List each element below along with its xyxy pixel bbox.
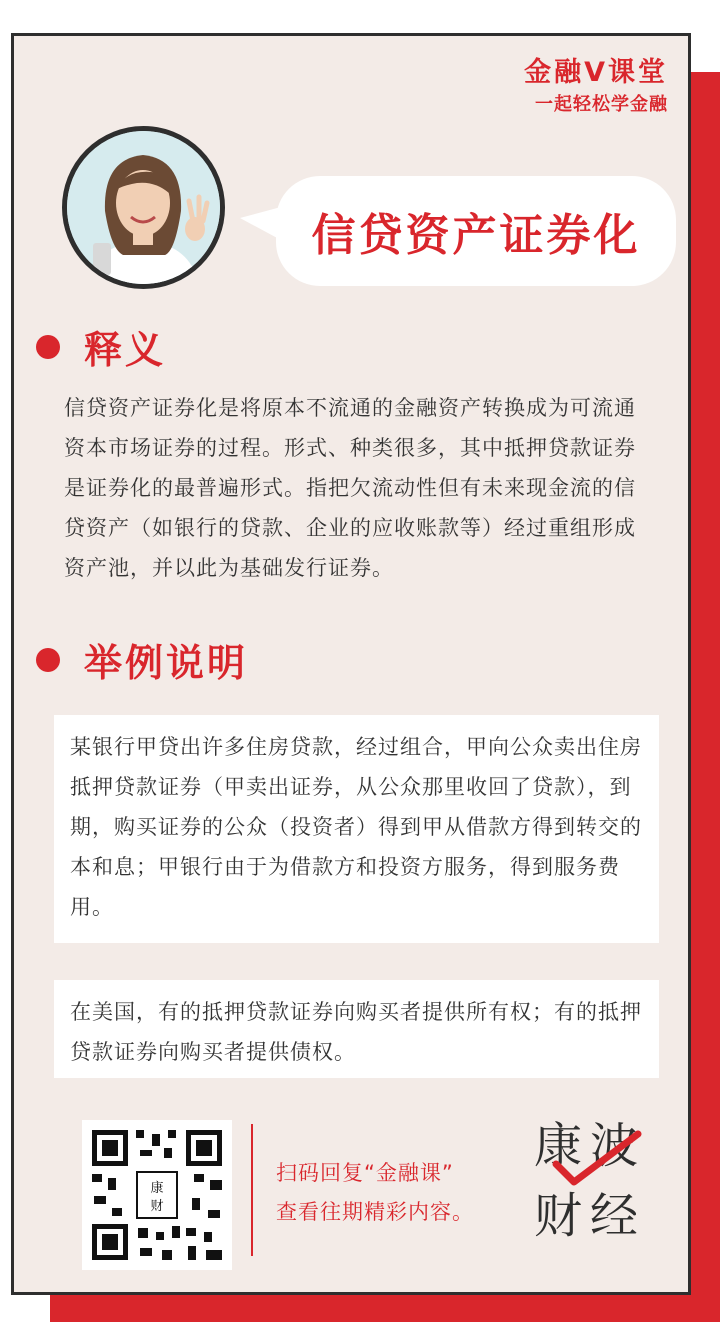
scan-instruction-2: 查看往期精彩内容。 — [276, 1200, 474, 1224]
topic-title: 信贷资产证券化 — [311, 210, 641, 261]
footer-divider — [251, 1124, 253, 1256]
lesson-card — [11, 33, 691, 1295]
example-box-2 — [54, 980, 659, 1078]
kangbo-finance-logo — [534, 1118, 654, 1268]
definition-body: 信贷资产证券化是将原本不流通的金融资产转换成为可流通资本市场证券的过程。形式、种类很多，其中抵押贷款证券是证券化的最普遍形式。指把欠流动性但有未来现金流的信贷资产（如银行的贷款、企业的应收账款等）经过重组形成资产池，并以此为基础发行证券。 — [64, 396, 636, 580]
example-2-text: 在美国，有的抵押贷款证券向购买者提供所有权；有的抵押贷款证券向购买者提供债权。 — [70, 1000, 642, 1064]
bullet-dot-icon — [36, 335, 60, 359]
example-box-1 — [54, 715, 659, 943]
qr-code-icon — [82, 1120, 232, 1270]
checkmark-icon — [534, 1118, 654, 1268]
logo-char-kang: 康 — [534, 1118, 583, 1174]
logo-char-cai: 财 — [534, 1188, 583, 1244]
presenter-avatar — [62, 126, 225, 289]
definition-heading-text: 释义 — [84, 328, 167, 372]
speech-bubble — [276, 176, 676, 286]
example-heading-text: 举例说明 — [84, 641, 249, 685]
svg-text:财: 财 — [150, 1199, 164, 1214]
example-1-text: 某银行甲贷出许多住房贷款，经过组合，甲向公众卖出住房抵押贷款证券（甲卖出证券，从公众那里收回了贷款），到期，购买证券的公众（投资者）得到甲从借款方得到转交的本和息；甲银行由于为借款方和投资方服务，得到服务费用。 — [70, 735, 642, 919]
scan-instruction: 扫码回复“金融课” — [276, 1161, 454, 1185]
brand-subtitle: 一起轻松学金融 — [535, 94, 668, 115]
bullet-dot-icon — [36, 648, 60, 672]
brand-title: 金融V课堂 — [524, 57, 668, 88]
svg-text:康: 康 — [150, 1181, 164, 1196]
logo-char-jing: 经 — [590, 1188, 639, 1244]
definition-heading — [36, 319, 166, 374]
example-heading — [36, 632, 248, 687]
logo-char-bo: 波 — [590, 1118, 639, 1174]
